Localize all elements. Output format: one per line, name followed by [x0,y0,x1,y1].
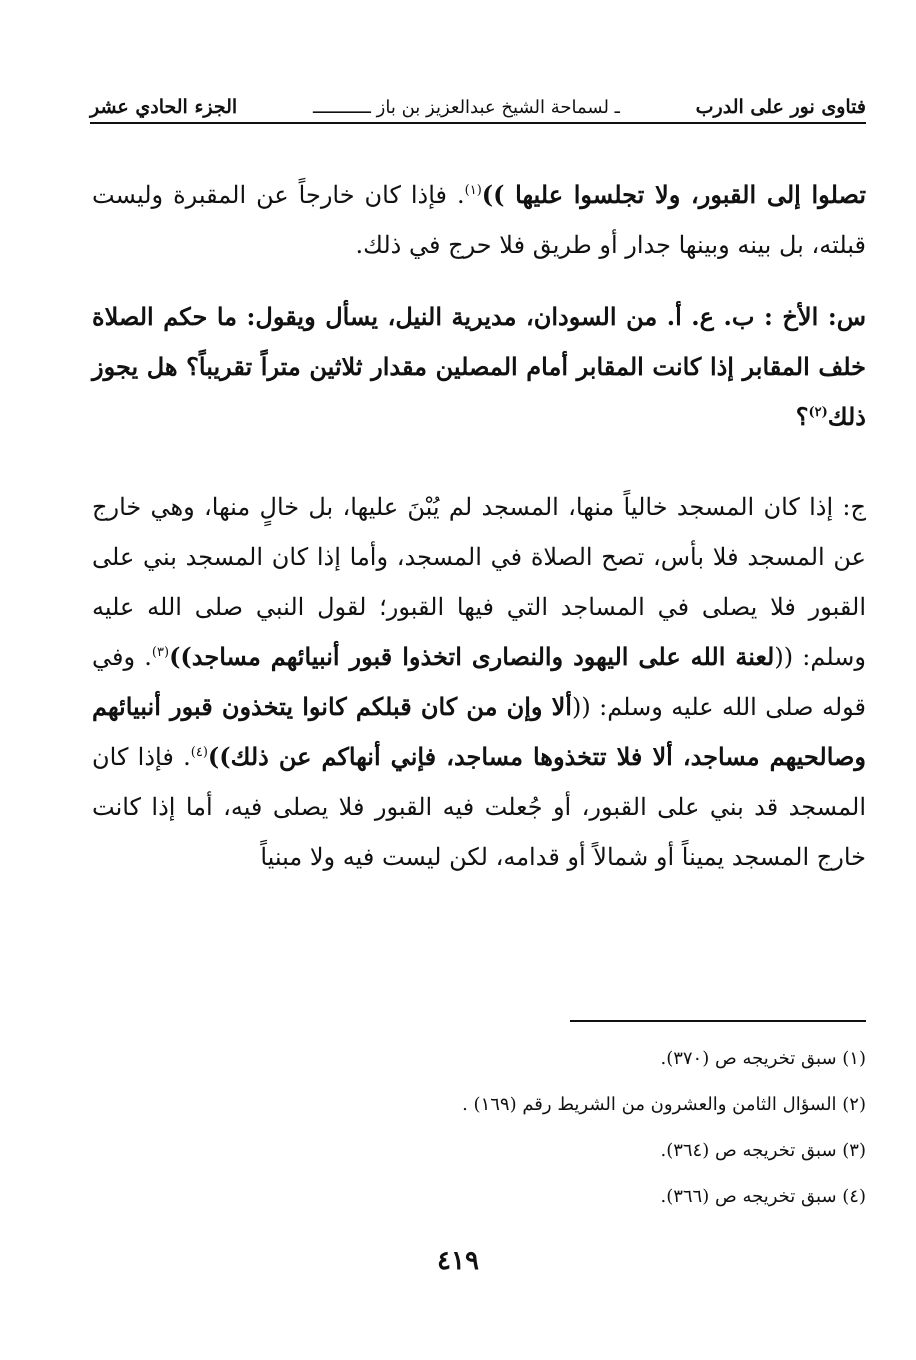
volume-title: الجزء الحادي عشر [90,96,238,118]
book-title: فتاوى نور على الدرب [695,96,866,118]
author-name: لسماحة الشيخ عبدالعزيز بن باز [376,97,609,118]
page-number: ٤١٩ [437,1246,479,1276]
footnote-1: (١) سبق تخريجه ص (٣٧٠). [660,1048,866,1069]
footnote-ref-2: (٢) [808,405,828,420]
footnote-4: (٤) سبق تخريجه ص (٣٦٦). [660,1186,866,1207]
question-paragraph [92,292,866,462]
question-mark: ؟ [795,402,809,431]
answer-paragraph [92,482,866,982]
paragraph-text: . فإذا كان خارجاً عن المقبرة وليست قبلته، بل بينه وبينها جدار أو طريق فلا حرج في ذلك. [92,181,866,259]
footnotes [90,1036,866,1220]
running-header [90,88,866,124]
quote-close-2: )) [207,742,231,771]
answer-text-1: ج: إذا كان المسجد خالياً منها، المسجد لم يُبْنَ عليها، بل خالٍ منها، وهي خارج عن المسجد فلا بأس، تصح الصلاة في المسجد، وأما إذا كان المسجد بني على القبور فلا يصلى في المساجد التي فيها القبور؛ لقول النبي صلى الله عليه وسلم: (( [92,493,867,671]
hadith-quote-end: تصلوا إلى القبور، ولا تجلسوا عليها )) [481,180,867,209]
footnote-3: (٣) سبق تخريجه ص (٣٦٤). [660,1140,866,1161]
paragraph-continuation [92,170,866,280]
footnote-2: (٢) السؤال الثامن والعشرون من الشريط رقم (١٦٩) . [462,1094,866,1115]
answer-text-2: . وفي قوله صلى الله عليه وسلم: (( [92,643,867,721]
hadith-quote-1: لعنة الله على اليهود والنصارى اتخذوا قبور أنبيائهم مساجد [191,642,775,671]
footnote-divider [570,1020,866,1022]
answer-text-3: . فإذا كان المسجد قد بني على القبور، أو جُعلت فيه القبور فلا يصلى فيه، أما إذا كانت خارج المسجد يميناً أو شمالاً أو قدامه، لكن ليست فيه ولا مبنياً [92,743,866,871]
author-line: ـ لسماحة الشيخ عبدالعزيز بن باز ـــــــــــ [312,97,620,118]
question-text: س: الأخ : ب. ع. أ. من السودان، مديرية النيل، يسأل ويقول: ما حكم الصلاة خلف المقابر إذا كانت المقابر أمام المصلين مقدار ثلاثين متراً تقريباً؟ هل يجوز ذلك [92,302,866,431]
footnote-ref-4: (٤) [190,745,208,760]
hadith-quote-2: ألا وإن من كان قبلكم كانوا يتخذون قبور أنبيائهم وصالحيهم مساجد، ألا فلا تتخذوها مساجد، فإني أنهاكم عن ذلك [92,692,867,771]
quote-close-1: )) [169,642,192,671]
footnote-ref-1: (١) [464,183,482,198]
footnote-ref-3: (٣) [151,645,170,660]
